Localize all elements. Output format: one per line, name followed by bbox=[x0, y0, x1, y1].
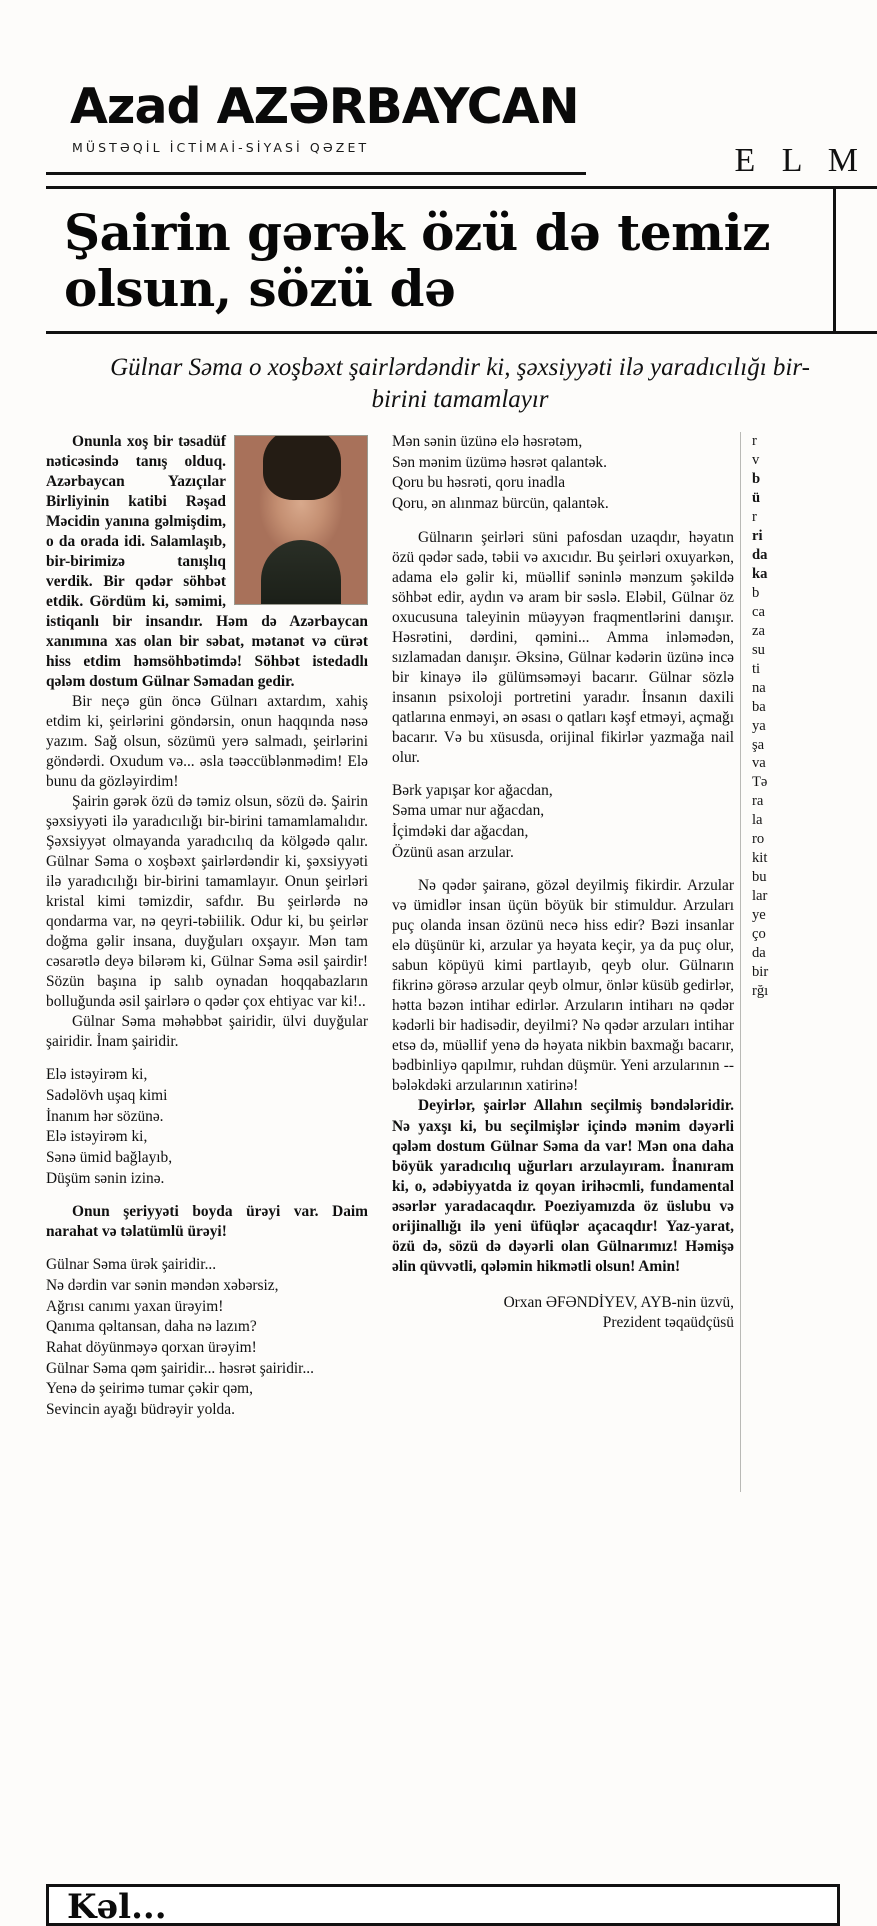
verse-block bbox=[46, 1065, 368, 1189]
verse-line: Bərk yapışar kor ağacdan, bbox=[392, 781, 553, 799]
verse-line: Qoru, ən alınmaz bürcün, qalantək. bbox=[392, 494, 609, 512]
cropped-line: ca bbox=[752, 603, 765, 620]
verse-line: Ağrısı canımı yaxan ürəyim! bbox=[46, 1297, 224, 1315]
article-deck: Gülnar Səma o xoşbəxt şairlərdəndir ki, şəxsiyyəti ilə yaradıcılığı bir-birini tamamlayır bbox=[110, 354, 810, 413]
cropped-line: Tə bbox=[752, 774, 768, 791]
cropped-line: da bbox=[752, 945, 766, 962]
cropped-line: v bbox=[752, 451, 760, 468]
verse-line: Özünü asan arzular. bbox=[392, 843, 514, 861]
author-photo bbox=[234, 435, 368, 605]
cropped-line: ra bbox=[752, 793, 764, 810]
cropped-line: bir bbox=[752, 964, 769, 981]
verse-block bbox=[392, 432, 734, 515]
masthead-title: Azad AZƏRBAYCAN bbox=[70, 78, 579, 135]
masthead-subtitle: MÜSTƏQİL İCTİMAİ-SİYASİ QƏZET bbox=[72, 140, 370, 155]
verse-line: Sevincin ayağı büdrəyir yolda. bbox=[46, 1400, 235, 1418]
verse-line: Gülnar Səma qəm şairidir... həsrət şairidir... bbox=[46, 1359, 314, 1377]
verse-line: Səma umar nur ağacdan, bbox=[392, 802, 545, 820]
cropped-line: ya bbox=[752, 717, 766, 734]
byline bbox=[392, 1293, 734, 1335]
verse-line: Elə istəyirəm ki, bbox=[46, 1128, 148, 1146]
paragraph: Gülnar Səma məhəbbət şairidir, ülvi duyğular şairidir. İnam şairidir. bbox=[46, 1013, 368, 1051]
cropped-line: lar bbox=[752, 888, 768, 905]
cropped-line: b bbox=[752, 584, 760, 601]
cropped-line: ü bbox=[752, 489, 761, 506]
cropped-line: va bbox=[752, 755, 766, 772]
cropped-line: ço bbox=[752, 926, 766, 943]
cropped-line: ro bbox=[752, 831, 765, 848]
paragraph: Şairin gərək özü də təmiz olsun, sözü də. Şairin şəxsiyyəti ilə yaradıcılığı bir-birini tamamlamalıdır. Şəxsiyyət olmayanda yaradıcılıq da kölgədə qalır. Gülnar Səma o xoşbəxt şairlərdəndir ki, şəxsiyyəti ilə yaradıcılığı bir-birini tamamlayır. Onun şeirləri kristal kimi təmizdir, safdır. Bu şeirlərdə nə qondarma var, nə qeyri-təbiilik. Odur ki, bu şeirlər doğma gəlir insana, duyğuları oxşayır. Mən tam cəsarətlə deyə bilərəm ki, Gülnar Səma əsil şairdir! Sözün başına ip salıb oynadan hoqqabazların bolluğunda əsil şairlərə o qədər çox ehtiyac var ki!.. bbox=[46, 793, 368, 1011]
verse-line: Düşüm sənin izinə. bbox=[46, 1169, 165, 1187]
column-cropped bbox=[752, 432, 877, 1492]
cropped-line: su bbox=[752, 641, 765, 658]
verse-line: Gülnar Səma ürək şairidir... bbox=[46, 1256, 217, 1274]
section-label: E L M bbox=[734, 142, 867, 179]
verse-block bbox=[46, 1255, 368, 1420]
headline-box bbox=[46, 186, 877, 334]
cropped-line: rğı bbox=[752, 983, 769, 1000]
column-divider bbox=[740, 432, 741, 1492]
headline-inner bbox=[46, 189, 836, 331]
lead-paragraph: Onunla xoş bir təsadüf nəticəsində tanış olduq. Azərbaycan Yazıçılar Birliyinin katibi Rəşad Məcidin yanına gəlmişdim, o da orada idi. Salamlaşıb, bir-birimizə tanışlıq verdik. Bir qədər söhbət etdik. Gördüm ki, səmimi, istiqanlı bir insandır. Həm də Azərbaycan xanımına xas olan bir səbat, mətanət və cürət hiss etdim həmsöhbətimdə! Söhbət istedadlı qələm dostum Gülnar Səmadan gedir. bbox=[46, 433, 368, 691]
closing-paragraph: Deyirlər, şairlər Allahın seçilmiş bəndələridir. Nə yaxşı ki, bu seçilmişlər içində mənim dəyərli qələm dostum Gülnar Səma da var! Mən ona daha böyük yaradıcılıq uğurları arzulayıram. İnanıram ki, o, ədəbiyyatda iz qoyan irihəcmli, fundamental əsərlər yaradacaqdır. Poeziyamızda öz üslubu və orijinallığı ilə yeni üfüqlər açacaqdır! Yaz-yarat, özü də, sözü də dəyərli olan Gülnarımız! Həmişə əlin qüvvətli, qələmin hikmətli olsun! Amin! bbox=[392, 1097, 734, 1275]
cropped-line: ba bbox=[752, 698, 766, 715]
verse-line: Rahat döyünməyə qorxan ürəyim! bbox=[46, 1338, 257, 1356]
highlight-paragraph: Onun şeriyyəti boyda ürəyi var. Daim narahat və təlatümlü ürəyi! bbox=[46, 1203, 368, 1241]
cropped-line: ri bbox=[752, 527, 763, 544]
cropped-line: za bbox=[752, 622, 765, 639]
masthead bbox=[0, 0, 877, 155]
cropped-line: şa bbox=[752, 736, 765, 753]
verse-line: Elə istəyirəm ki, bbox=[46, 1066, 148, 1084]
cropped-line: bu bbox=[752, 869, 767, 886]
verse-line: Mən sənin üzünə elə həsrətəm, bbox=[392, 433, 583, 450]
bottom-headline-box bbox=[46, 1884, 840, 1926]
cropped-line: ti bbox=[752, 660, 761, 677]
cropped-line: kit bbox=[752, 850, 768, 867]
cropped-line: r bbox=[752, 508, 757, 525]
verse-line: Sən mənim üzümə həsrət qalantək. bbox=[392, 453, 607, 471]
cropped-line: ka bbox=[752, 565, 768, 582]
cropped-line: ye bbox=[752, 907, 766, 924]
paragraph: Gülnarın şeirləri süni pafosdan uzaqdır, həyatın özü qədər sadə, təbii və axıcıdır. Bu şeirləri oxuyarkən, adama elə gəlir ki, müəllif səninlə mənzum şəkildə söhbət edir, aydın və aram bir səslə. Eləbil, Gülnar öz oxucusuna taleyinin müəyyən fraqmentlərini danışır. Həsrətini, dərdini, qəmini... Amma inləmədən, sızlamadan danışır. Əksinə, Gülnar kədərin üzünə incə bir kinayə ilə gülümsəməyi bacarır. Gülnar sözlə insanın psixoloji portretini yaradır. İnsanın daxili qatlarına enməyi, ən əsası o qatları kəşf etməyi, açmağı bacarır. Və bu xüsusda, orijinal fikirlər yazmağa nail olur. bbox=[392, 528, 734, 766]
verse-line: İçimdəki dar ağacdan, bbox=[392, 823, 529, 841]
verse-line: Sadəlövh uşaq kimi bbox=[46, 1087, 168, 1105]
cropped-line: b bbox=[752, 470, 761, 487]
verse-line: Nə dərdin var sənin məndən xəbərsiz, bbox=[46, 1277, 279, 1294]
byline-role: Prezident təqaüdçüsü bbox=[602, 1314, 734, 1332]
verse-line: Qoru bu həsrəti, qoru inadla bbox=[392, 474, 566, 492]
verse-line: Sənə ümid bağlayıb, bbox=[46, 1149, 173, 1167]
column-right bbox=[392, 432, 734, 1334]
byline-name: Orxan ƏFƏNDİYEV, AYB-nin üzvü, bbox=[503, 1293, 734, 1311]
verse-block bbox=[392, 781, 734, 864]
headline: Şairin gərək özü də temiz olsun, sözü də bbox=[64, 203, 770, 318]
verse-line: Yenə də şeirimə tumar çəkir qəm, bbox=[46, 1380, 253, 1398]
paragraph: Bir neçə gün öncə Gülnarı axtardım, xahiş etdim ki, şeirlərini göndərsin, onun haqqında nəsə yazım. Sağ olsun, sözümü yerə salmadı, şeirlərini göndərdi. Oxudum və... əsla təəccüblənmədim! Elə bunu da gözləyirdim! bbox=[46, 693, 368, 791]
verse-line: İnanım hər sözünə. bbox=[46, 1107, 164, 1125]
cropped-line: r bbox=[752, 433, 757, 449]
column-left bbox=[46, 432, 368, 1433]
verse-line: Qanıma qəltansan, daha nə lazım? bbox=[46, 1318, 257, 1336]
bottom-headline: Kəl... bbox=[67, 1887, 167, 1926]
cropped-line: na bbox=[752, 679, 766, 696]
paragraph: Nə qədər şairanə, gözəl deyilmiş fikirdir. Arzular və ümidlər insan üçün böyük bir stimuldur. Arzuları puç olanda insan özünü necə hiss edir? Bəzi insanlar elə düşünür ki, arzular ya həyata keçir, ya da puç olur, sabun köpüyü kimi partlayıb, qeyb olur. Gülnarın fikrinə görəsə arzular qeyb olmur, önlər küsüb gedirlər, hətta bəzən intihar edirlər. Arzuların intiharı nə qədər kədərli bir hadisədir, deyilmi? Nə qədər arzuları intihar etsə də, müəllif yenə də həyata nikbin baxmağı bacarır, bədbinliyə qapılmır, ruhdan düşmür. Yeni arzularının -- bələkdəki arzularının xatirinə! bbox=[392, 877, 734, 1095]
cropped-line: da bbox=[752, 546, 768, 563]
masthead-rule bbox=[46, 172, 586, 175]
cropped-line: la bbox=[752, 812, 763, 829]
